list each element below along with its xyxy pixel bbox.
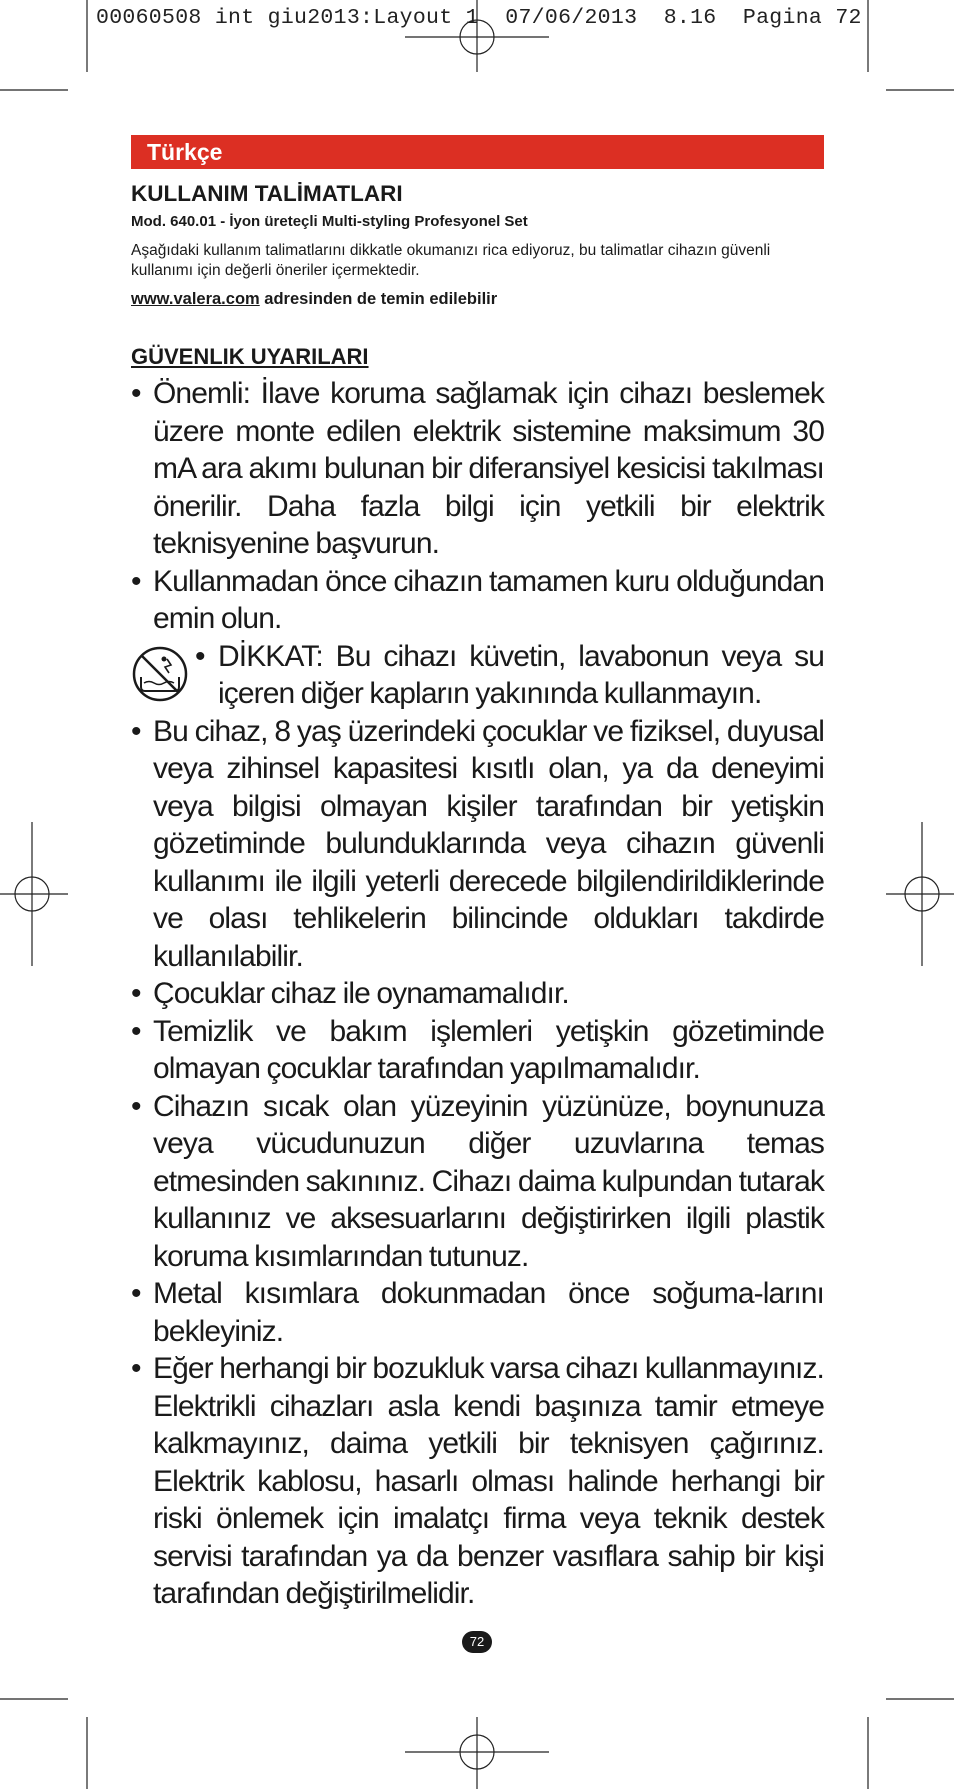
warning-item: • Çocuklar cihaz ile oynamamalıdır.: [131, 975, 824, 1013]
no-bathtub-warning-icon: [131, 645, 189, 703]
warning-item: • Önemli: İlave koruma sağlamak için cihazı beslemek üzere monte edilen elektrik sistemine maksimum 30 mA ara akımı bulunan bir diferansiyel kesicisi takılması önerilir. Daha fazla bilgi için yetkili bir elektrik teknisyenine başvurun.: [131, 375, 824, 563]
registration-mark-icon: [405, 1717, 549, 1789]
warning-item: • Metal kısımlara dokunmadan önce soğuma-larını bekleyiniz.: [131, 1275, 824, 1350]
registration-mark-icon: [405, 0, 549, 72]
safety-warnings-list: [131, 375, 824, 1613]
warning-item: • Bu cihaz, 8 yaş üzerindeki çocuklar ve fiziksel, duyusal veya zihinsel kapasitesi kısıtlı olan, ya da deneyimi veya bilgisi olmayan kişiler tarafından bir yetişkin gözetiminde bulunduklarında veya cihazın güvenli kullanımı ile ilgili yeterli derecede bilgilendirildiklerinde ve olası tehlikelerin bilincinde oldukları takdirde kullanılabilir.: [131, 713, 824, 976]
model-line: Mod. 640.01 - İyon üreteçli Multi-styling Profesyonel Set: [131, 213, 528, 230]
safety-warnings-heading: GÜVENLIK UYARILARI: [131, 344, 369, 369]
warning-item: • Kullanmadan önce cihazın tamamen kuru olduğundan emin olun.: [131, 563, 824, 638]
website-line: [131, 290, 497, 309]
print-slug-header: 00060508 int giu2013:Layout 1 07/06/2013 8.16 Pagina 72: [96, 6, 862, 30]
warning-item: • Temizlik ve bakım işlemleri yetişkin gözetiminde olmayan çocuklar tarafından yapılmamalıdır.: [131, 1013, 824, 1088]
registration-mark-icon: [886, 822, 954, 966]
website-link[interactable]: www.valera.com: [131, 290, 260, 308]
warning-item: • Cihazın sıcak olan yüzeyinin yüzünüze, boynunuza veya vücudunuzun diğer uzuvlarına temas etmesinden sakınınız. Cihazı daima kulpundan tutarak kullanınız ve aksesuarlarını değiştirirken ilgili plastik koruma kısımlarından tutunuz.: [131, 1088, 824, 1276]
intro-text: Aşağıdaki kullanım talimatlarını dikkatle okumanızı rica ediyoruz, bu talimatlar cihazın güvenli kullanımı için değerli öneriler içermektedir.: [131, 242, 771, 279]
warning-item: • Eğer herhangi bir bozukluk varsa cihazı kullanmayınız. Elektrikli cihazları asla kendi başınıza tamir etmeye kalkmayınız, daima yetkili bir teknisyen çağırınız. Elektrik kablosu, hasarlı olması halinde herhangi bir riski önlemek için imalatçı firma veya teknik destek servisi tarafından ya da benzer vasıflara sahip bir kişi tarafından değiştirilmelidir.: [131, 1350, 824, 1613]
manual-title: KULLANIM TALİMATLARI: [131, 181, 403, 206]
registration-mark-icon: [0, 822, 68, 966]
website-text: adresinden de temin edilebilir: [259, 290, 498, 308]
language-bar: Türkçe: [131, 135, 824, 169]
page-number-badge: 72: [462, 1631, 492, 1653]
warning-item-dikkat: [131, 638, 824, 713]
warning-item-text: DİKKAT: Bu cihazı küvetin, lavabonun veya su içeren diğer kapların yakınında kullanmayın.: [218, 639, 824, 710]
